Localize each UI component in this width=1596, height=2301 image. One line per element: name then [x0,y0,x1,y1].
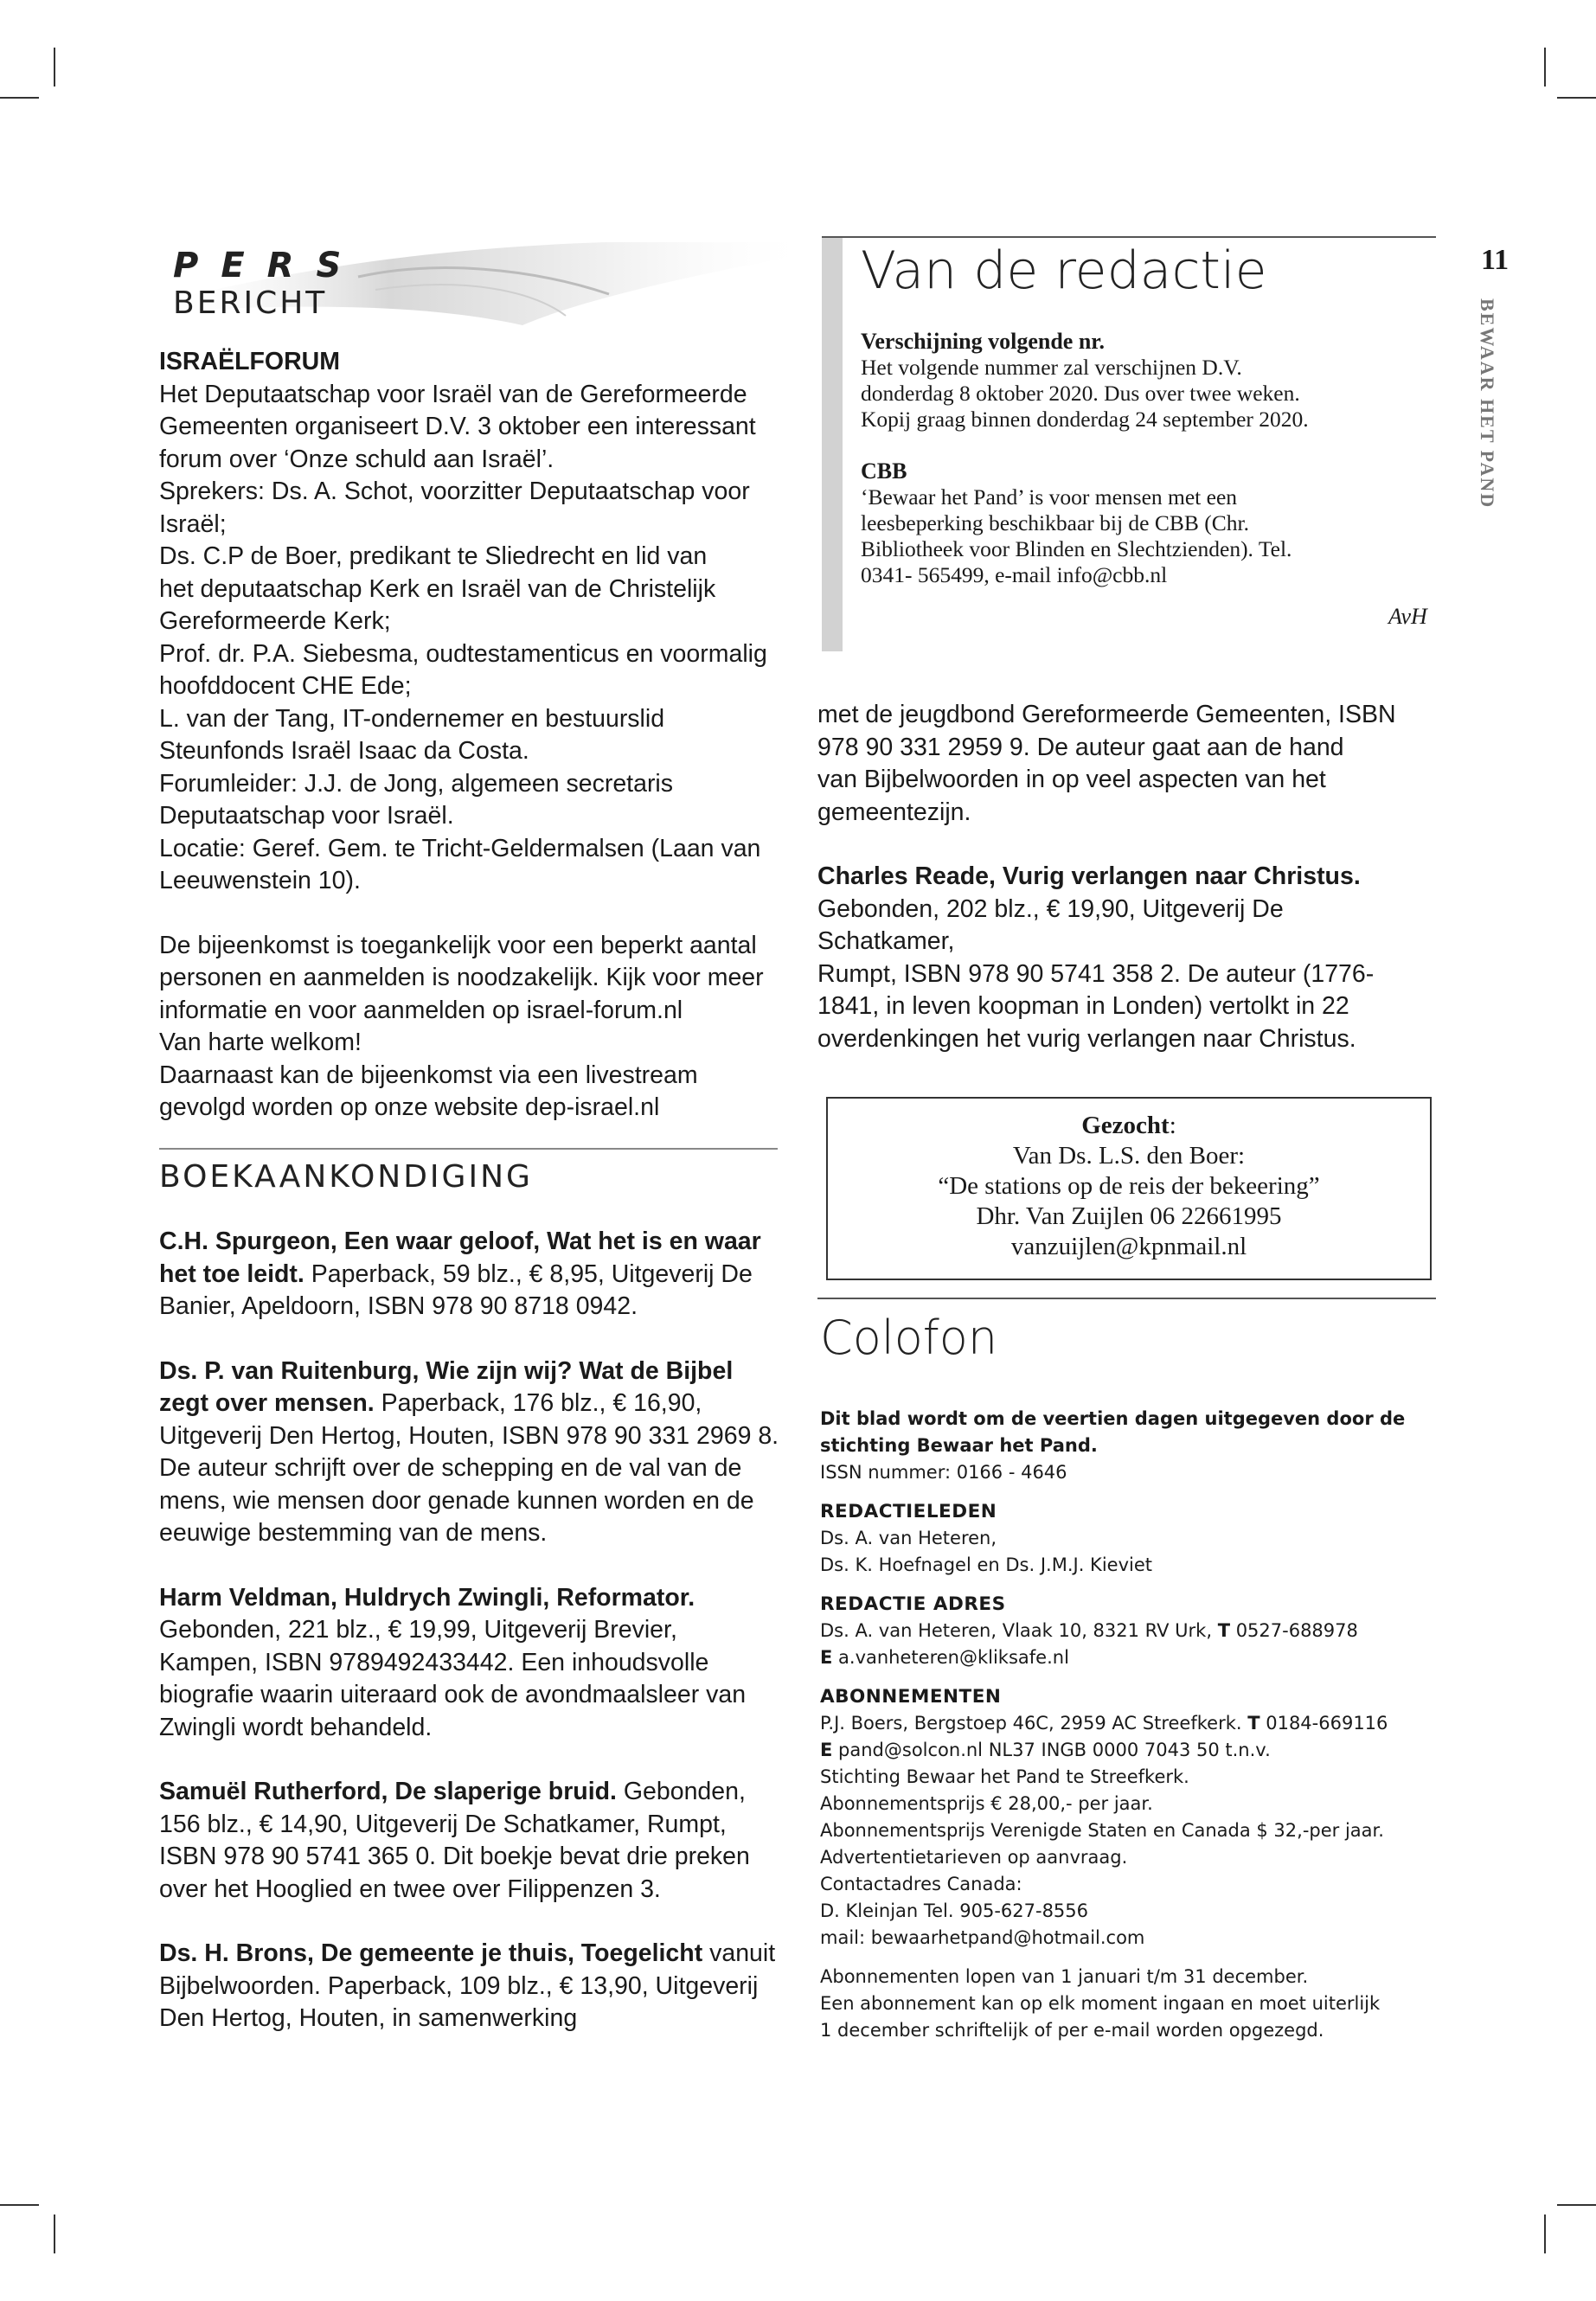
pers-bericht-header [159,242,817,329]
text-line: Contactadres Canada: [820,1874,1022,1894]
text-line: Israël; [159,510,227,538]
book-item [159,1356,782,1550]
book-item [159,1226,782,1324]
text-line: 1841, in leven koopman in Londen) vertolkt in 22 [817,992,1349,1020]
text-line: vanzuijlen@kpnmail.nl [1010,1233,1247,1260]
colofon-heading: ABONNEMENTEN [820,1686,1002,1708]
crop-mark [54,48,55,87]
israelforum-heading: ISRAËLFORUM [159,348,340,375]
text-line: Locatie: Geref. Gem. te Tricht-Geldermalsen (Laan van [159,834,761,862]
text-line: Van harte welkom! [159,1029,362,1056]
israelforum-info [159,930,782,1125]
colofon-top-rule [817,1298,1436,1299]
text-line: 1 december schriftelijk of per e-mail worden opgezegd. [820,2020,1324,2041]
text-line: L. van der Tang, IT-ondernemer en bestuurslid [159,704,665,733]
colofon-heading: REDACTIELEDEN [820,1501,997,1522]
text-line: Leeuwenstein 10). [159,867,361,894]
book-title: Charles Reade, Vurig verlangen naar Christus. [817,862,1361,890]
colofon-heading: REDACTIE ADRES [820,1593,1006,1615]
text-line: Rumpt, ISBN 978 90 5741 358 2. De auteur (1776- [817,959,1375,988]
book-title: Ds. P. van Ruitenburg, Wie zijn wij? Wat de Bijbel zegt over mensen. [159,1356,734,1417]
book-list [159,1226,782,2035]
redactie-signature: AvH [1388,604,1427,629]
book-details: Gebonden, 156 blz., € 14,90, Uitgeverij De Schatkamer, Rumpt, ISBN 978 90 5741 365 0. Dit boekje bevat drie preken over het Hooglied en twee over Filippenzen 3. [159,1778,750,1903]
colofon-body [820,1406,1426,2044]
text-line: Dhr. Van Zuijlen 06 22661995 [976,1202,1282,1230]
text-line: Abonnementsprijs € 28,00,- per jaar. [820,1793,1153,1814]
text-line: mail: bewaarhetpand@hotmail.com [820,1927,1145,1948]
text-line: Ds. K. Hoefnagel en Ds. J.M.J. Kieviet [820,1554,1152,1575]
text-line: het deputaatschap Kerk en Israël van de Christelijk [159,574,716,603]
text-line: De bijeenkomst is toegankelijk voor een beperkt aantal [159,931,757,959]
text-line: Advertentietarieven op aanvraag. [820,1847,1128,1868]
redactie-heading-cbb: CBB [861,458,907,484]
text-line: Kopij graag binnen donderdag 24 september 2020. [861,407,1309,432]
text-line: informatie en voor aanmelden op israel-forum.nl [159,996,683,1024]
text-line: personen en aanmelden is noodzakelijk. Kijk voor meer [159,964,764,991]
text-line: Het volgende nummer zal verschijnen D.V. [861,355,1242,380]
book-item [159,1582,782,1745]
text-line: Gemeenten organiseert D.V. 3 oktober een interessant [159,413,756,440]
text-line: Deputaatschap voor Israël. [159,802,454,830]
text-line: gevolgd worden op onze website dep-israel.nl [159,1093,660,1121]
left-column [159,346,782,1125]
redactie-side-bar [822,238,843,651]
text-line: Gereformeerde Kerk; [159,607,391,635]
redactie-top-rule [822,236,1436,238]
text-line: “De stations op de reis der bekeering” [938,1172,1320,1200]
redactie-heading-verschijning: Verschijning volgende nr. [861,329,1105,354]
text-line: Ds. C.P de Boer, predikant te Sliedrecht en lid van [159,542,708,570]
crop-mark [1544,48,1546,87]
text-line: Ds. A. van Heteren, Vlaak 10, 8321 RV Urk, T 0527-688978 [820,1620,1358,1641]
crop-mark [54,2214,55,2253]
section-divider [159,1148,778,1150]
text-line: overdenkingen het vurig verlangen naar Christus. [817,1024,1356,1053]
text-line: ‘Bewaar het Pand’ is voor mensen met een [861,484,1238,510]
text-line: Steunfonds Israël Isaac da Costa. [159,737,529,765]
book-details: Paperback, 59 blz., € 8,95, Uitgeverij De Banier, Apeldoorn, ISBN 978 90 8718 0942. [159,1259,753,1320]
issn: ISSN nummer: 0166 - 4646 [820,1462,1067,1483]
text-line: Stichting Bewaar het Pand te Streefkerk. [820,1766,1189,1787]
redactie-body [861,329,1423,588]
colofon-title: Colofon [820,1311,998,1365]
gezocht-heading: Gezocht: [1081,1112,1176,1139]
colofon-intro: Dit blad wordt om de veertien dagen uitgegeven door de stichting Bewaar het Pand. [820,1408,1406,1456]
text-line: D. Kleinjan Tel. 905-627-8556 [820,1900,1089,1921]
publication-side-label: BEWAAR HET PAND [1477,298,1498,510]
text-line: Daarnaast kan de bijeenkomst via een livestream [159,1061,698,1089]
text-line: Bibliotheek voor Blinden en Slechtzienden). Tel. [861,536,1292,561]
book-details: Paperback, 176 blz., € 16,90, Uitgeverij Den Hertog, Houten, ISBN 978 90 331 2969 8. De auteur schrijft over de schepping en de val van de mens, wie mensen door genade kunnen worden en de eeuwige bestemming van de mens. [159,1389,779,1547]
book-details: vanuit Bijbelwoorden. Paperback, 109 blz., € 13,90, Uitgeverij Den Hertog, Houten, in samenwerking [159,1939,776,2032]
text-line: Van Ds. L.S. den Boer: [1012,1142,1246,1170]
text-line: leesbeperking beschikbaar bij de CBB (Chr. [861,510,1249,535]
text-line: Sprekers: Ds. A. Schot, voorzitter Deputaatschap voor [159,478,750,505]
text-line: gemeentezijn. [817,798,971,826]
book-details: Gebonden, 221 blz., € 19,99, Uitgeverij Brevier, Kampen, ISBN 9789492433442. Een inhoudsvolle biografie waarin uiteraard ook de avondmaalsleer van Zwingli wordt behandeld. [159,1616,747,1741]
text-line: forum over ‘Onze schuld aan Israël’. [159,445,554,473]
book-item [159,1938,782,2035]
pers-word: PERS [173,246,364,285]
boekaankondiging-title: BOEKAANKONDIGING [159,1159,533,1195]
page-number: 11 [1481,244,1509,276]
crop-mark [0,2204,39,2206]
crop-mark [1557,2204,1596,2206]
text-line: donderdag 8 oktober 2020. Dus over twee weken. [861,381,1300,406]
text-line: E pand@solcon.nl NL37 INGB 0000 7043 50 t.n.v. [820,1740,1271,1760]
book-title: Samuël Rutherford, De slaperige bruid. [159,1778,617,1805]
crop-mark [1544,2214,1546,2253]
right-column-continuation [817,699,1423,1055]
text-line: E a.vanheteren@kliksafe.nl [820,1647,1069,1668]
book-title: Harm Veldman, Huldrych Zwingli, Reformator. [159,1583,695,1612]
text-line: Het Deputaatschap voor Israël van de Gereformeerde [159,380,747,408]
book-title: C.H. Spurgeon, Een waar geloof, Wat het is en waar het toe leidt. [159,1227,761,1288]
book-item [159,1776,782,1906]
book-title: Ds. H. Brons, De gemeente je thuis, Toegelicht [159,1939,703,1967]
text-line: Gebonden, 202 blz., € 19,90, Uitgeverij De Schatkamer, [817,894,1284,955]
text-line: Abonnementsprijs Verenigde Staten en Canada $ 32,-per jaar. [820,1820,1384,1841]
crop-mark [1557,97,1596,99]
text-line: 978 90 331 2959 9. De auteur gaat aan de hand [817,733,1344,761]
bericht-word: BERICHT [173,285,328,321]
crop-mark [0,97,39,99]
text-line: met de jeugdbond Gereformeerde Gemeenten, ISBN [817,701,1396,728]
text-line: P.J. Boers, Bergstoep 46C, 2959 AC Streefkerk. T 0184-669116 [820,1713,1388,1734]
text-line: Abonnementen lopen van 1 januari t/m 31 december. [820,1966,1309,1987]
text-line: hoofddocent CHE Ede; [159,672,412,700]
redactie-title: Van de redactie [861,240,1267,301]
text-line: 0341- 565499, e-mail info@cbb.nl [861,562,1168,587]
israelforum-body [159,379,782,898]
text-line: Prof. dr. P.A. Siebesma, oudtestamenticus en voormalig [159,639,767,668]
text-line: Forumleider: J.J. de Jong, algemeen secretaris [159,769,674,798]
text-line: Een abonnement kan op elk moment ingaan en moet uiterlijk [820,1993,1381,2014]
gezocht-advert-box [826,1097,1432,1280]
text-line: van Bijbelwoorden in op veel aspecten van het [817,766,1326,793]
text-line: Ds. A. van Heteren, [820,1528,997,1548]
